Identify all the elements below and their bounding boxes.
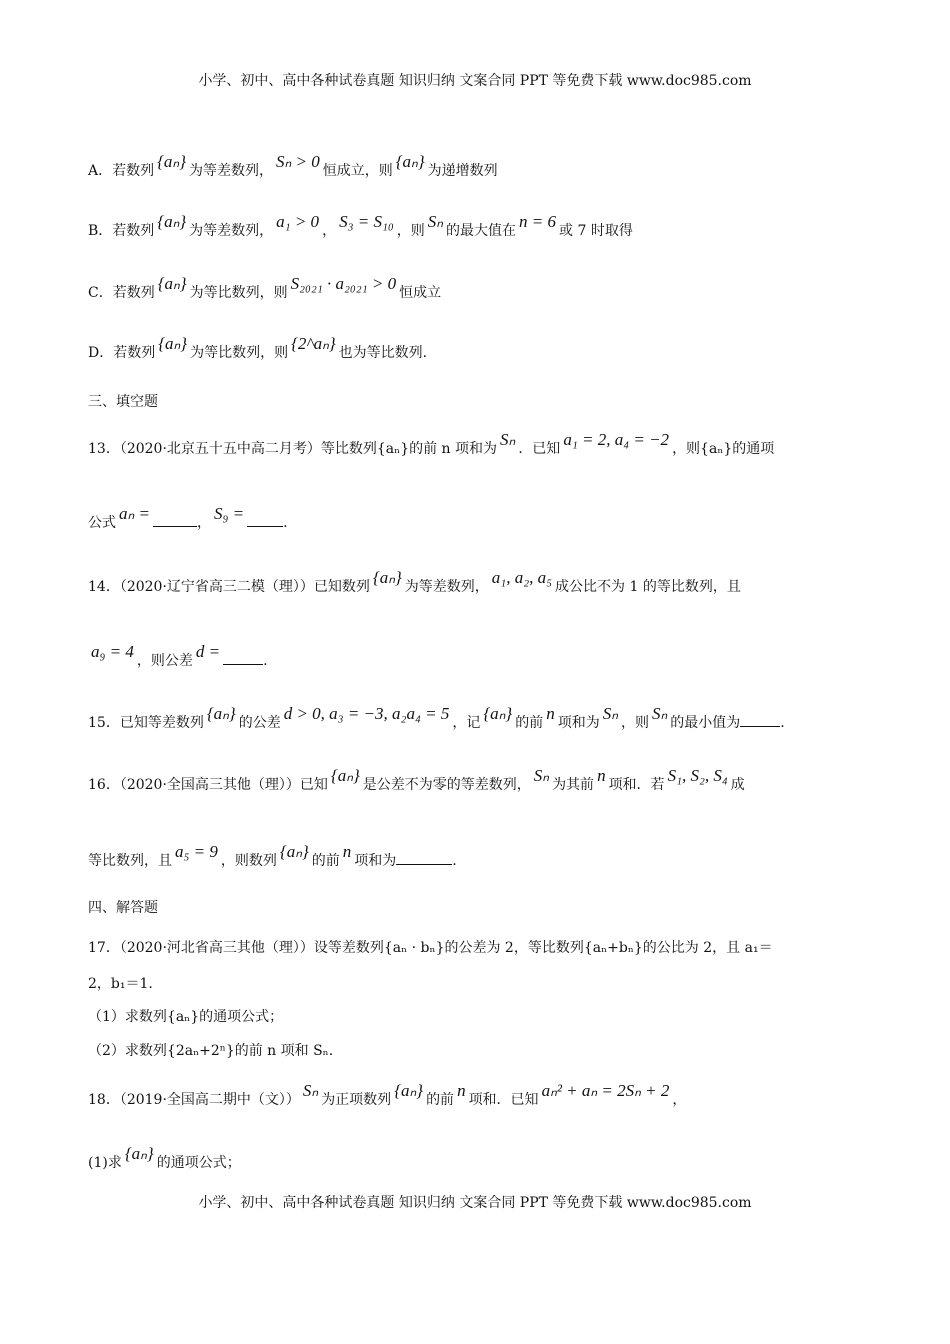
text-segment: 的通项公式；: [156, 1155, 241, 1171]
text-segment: 为递增数列: [427, 163, 498, 179]
text-line: [88, 766, 745, 795]
text-segment: ，则数列: [220, 853, 277, 869]
text-line: [88, 974, 153, 994]
text-segment: 公式: [88, 515, 116, 531]
page-header: 小学、初中、高中各种试卷真题 知识归纳 文案合同 PPT 等免费下载 www.doc985.com: [198, 73, 752, 89]
answer-blank: [247, 512, 283, 527]
text-segment: (1)求: [88, 1155, 122, 1171]
text-line: [88, 274, 442, 303]
math-expression: aₙ² + aₙ = 2Sₙ + 2: [541, 1081, 670, 1100]
text-segment: （1）求数列{aₙ}的通项公式；: [88, 1009, 284, 1025]
math-expression: aₙ =: [119, 504, 150, 523]
math-expression: S₁, S₂, S₄: [667, 766, 728, 785]
text-line: [88, 842, 457, 871]
math-expression: {aₙ}: [330, 766, 360, 785]
page-footer: 小学、初中、高中各种试卷真题 知识归纳 文案合同 PPT 等免费下载 www.doc985.com: [198, 1195, 752, 1211]
math-expression: n: [457, 1081, 466, 1100]
text-segment: 也为等比数列.: [338, 345, 428, 361]
text-segment: 为其前: [552, 777, 595, 793]
text-segment: .: [283, 515, 288, 531]
text-segment: 2，b₁＝1.: [88, 976, 153, 992]
text-line: [88, 568, 741, 597]
answer-blank: [223, 650, 263, 665]
math-expression: {aₙ}: [157, 212, 187, 231]
text-segment: 为等差数列，: [189, 223, 274, 239]
text-line: [88, 704, 785, 733]
math-expression: S₃ = S₁₀: [339, 212, 394, 231]
math-expression: a₁ = 2, a₄ = −2: [563, 430, 670, 449]
text-segment: .: [263, 653, 268, 669]
text-segment: ，则: [396, 223, 425, 239]
text-segment: 的最大值在: [446, 223, 517, 239]
text-segment: 恒成立，则: [322, 163, 393, 179]
text-segment: 的前: [311, 853, 340, 869]
math-expression: d =: [195, 642, 221, 661]
text-segment: 为等比数列，则: [190, 345, 289, 361]
text-segment: 三、填空题: [88, 394, 158, 410]
text-segment: .: [780, 715, 785, 731]
section-heading: [88, 392, 158, 412]
math-expression: n: [597, 766, 606, 785]
text-segment: 项和为: [354, 853, 397, 869]
text-line: [88, 1041, 333, 1061]
text-segment: ，: [322, 223, 337, 239]
answer-blank: [740, 712, 780, 727]
math-expression: {aₙ}: [124, 1144, 154, 1163]
math-expression: Sₙ: [651, 704, 668, 723]
math-expression: {aₙ}: [395, 152, 425, 171]
text-segment: C．若数列: [88, 285, 155, 301]
text-line: [88, 212, 633, 241]
text-segment: 项和．若: [608, 777, 665, 793]
math-expression: Sₙ > 0: [276, 152, 320, 171]
text-line: [88, 938, 773, 958]
math-expression: S₉ =: [214, 504, 245, 523]
text-segment: 成公比不为 1 的等比数列，且: [555, 579, 741, 595]
math-expression: {aₙ}: [206, 704, 236, 723]
text-line: [88, 504, 288, 533]
text-segment: 的最小值为: [670, 715, 741, 731]
text-segment: D．若数列: [88, 345, 156, 361]
text-line: [88, 1007, 283, 1027]
text-segment: 17．（2020·河北省高三其他（理））设等差数列{aₙ · bₙ}的公差为 2，等比数列{aₙ+bₙ}的公比为 2，且 a₁＝: [88, 940, 773, 956]
text-segment: 15．已知等差数列: [88, 715, 204, 731]
math-expression: n: [342, 842, 352, 861]
text-segment: ，: [672, 1092, 687, 1108]
text-segment: 是公差不为零的等差数列，: [362, 777, 531, 793]
math-expression: S₂₀₂₁ · a₂₀₂₁ > 0: [290, 274, 397, 293]
text-segment: ，则公差: [136, 653, 193, 669]
math-expression: {aₙ}: [394, 1081, 424, 1100]
math-expression: Sₙ: [302, 1081, 319, 1100]
text-line: [88, 334, 428, 363]
math-expression: a₁, a₂, a₅: [491, 568, 553, 587]
math-expression: Sₙ: [533, 766, 550, 785]
math-expression: {aₙ}: [372, 568, 402, 587]
text-segment: 为等差数列，: [189, 163, 273, 179]
text-segment: 恒成立: [399, 285, 442, 301]
math-expression: Sₙ: [500, 430, 516, 449]
math-expression: {2^aₙ}: [291, 334, 336, 353]
math-expression: d > 0, a₃ = −3, a₂a₄ = 5: [283, 704, 450, 723]
text-line: [88, 1144, 241, 1173]
answer-blank: [396, 850, 452, 865]
text-segment: （2）求数列{2aₙ+2ⁿ}的前 n 项和 Sₙ.: [88, 1043, 334, 1059]
text-segment: 的前: [515, 715, 544, 731]
text-segment: B．若数列: [88, 223, 155, 239]
text-line: [88, 152, 498, 181]
text-segment: 13．（2020·北京五十五中高二月考）等比数列{aₙ}的前 n 项和为: [88, 441, 498, 457]
math-expression: n: [546, 704, 555, 723]
text-segment: ，则{aₙ}的通项: [672, 441, 775, 457]
math-expression: {aₙ}: [157, 152, 186, 171]
text-segment: 成: [730, 777, 745, 793]
text-line: [88, 1081, 687, 1110]
text-segment: 14．（2020·辽宁省高三二模（理））已知数列: [88, 579, 370, 595]
text-line: [88, 430, 775, 459]
math-expression: {aₙ}: [157, 274, 187, 293]
text-segment: 或 7 时取得: [559, 223, 633, 239]
answer-blank: [153, 512, 197, 527]
text-segment: 为正项数列: [321, 1092, 392, 1108]
math-expression: {aₙ}: [158, 334, 188, 353]
math-expression: a₁ > 0: [276, 212, 320, 231]
text-segment: 四、解答题: [88, 900, 158, 916]
text-segment: 18．（2019·全国高二期中（文））: [88, 1092, 300, 1108]
text-segment: 为等差数列，: [404, 579, 489, 595]
math-expression: {aₙ}: [279, 842, 309, 861]
text-segment: 为等比数列，则: [189, 285, 288, 301]
text-segment: ，则: [620, 715, 649, 731]
math-expression: a₉ = 4: [91, 642, 134, 661]
math-expression: n = 6: [519, 212, 557, 231]
text-segment: 的公差: [238, 715, 281, 731]
section-heading: [88, 898, 158, 918]
text-segment: ，: [197, 515, 211, 531]
math-expression: {aₙ}: [483, 704, 513, 723]
text-segment: 项和为: [557, 715, 600, 731]
text-segment: 等比数列，且: [88, 853, 172, 869]
text-segment: .: [452, 853, 457, 869]
text-segment: A．若数列: [88, 163, 155, 179]
text-line: [88, 642, 268, 671]
text-segment: ，记: [452, 715, 481, 731]
math-expression: Sₙ: [602, 704, 618, 723]
text-segment: 项和．已知: [468, 1092, 539, 1108]
math-expression: Sₙ: [427, 212, 444, 231]
text-segment: 16．（2020·全国高三其他（理））已知: [88, 777, 328, 793]
math-expression: a₅ = 9: [175, 842, 218, 861]
text-segment: ．已知: [518, 441, 561, 457]
text-segment: 的前: [426, 1092, 455, 1108]
